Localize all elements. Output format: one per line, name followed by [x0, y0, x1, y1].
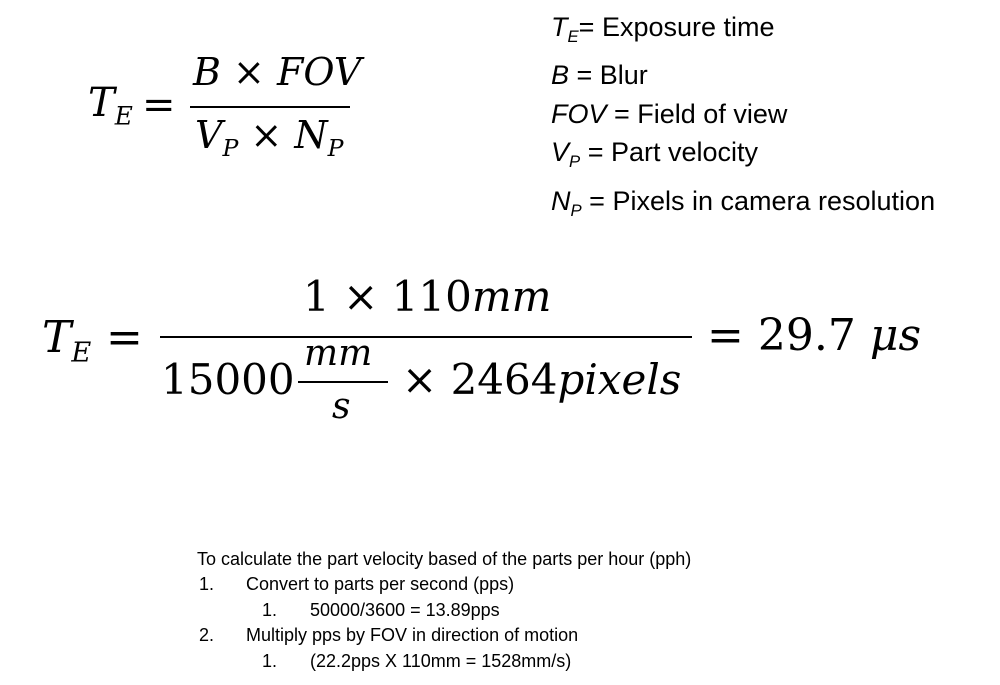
calc-lhs-symbol: T: [42, 312, 72, 363]
definition-blur: [551, 56, 935, 95]
calc-num-times: ×: [343, 272, 379, 321]
formula-den-pixels-symbol: N: [294, 113, 328, 157]
formula-equals: =: [142, 82, 176, 128]
calc-result: [707, 310, 921, 361]
definition-symbol: N: [551, 185, 571, 216]
notes-step-1-sub-text: 50000/3600 = 13.89pps: [310, 600, 500, 620]
calc-numerator: [303, 272, 551, 321]
calc-den-times: ×: [402, 355, 438, 404]
definition-text: = Field of view: [606, 98, 788, 129]
formula-fraction-bar: [190, 106, 350, 108]
formula-num-times: ×: [233, 50, 265, 94]
formula-den-velocity: [195, 113, 239, 163]
notes-step-2-sub-text: (22.2pps X 110mm = 1528mm/s): [310, 651, 572, 671]
definition-symbol: B: [551, 60, 570, 91]
definition-text: = Blur: [569, 60, 648, 91]
formula-den-velocity-symbol: V: [195, 113, 223, 157]
formula-den-pixels-subscript: P: [327, 134, 344, 163]
calc-lhs: [42, 312, 91, 369]
definition-text: = Part velocity: [580, 137, 759, 168]
formula-num-blur: B: [193, 50, 221, 94]
definitions-list: [551, 8, 935, 230]
definition-text: = Pixels in camera resolution: [581, 185, 936, 216]
calc-result-prefix: μ: [869, 310, 899, 361]
calc-fraction-bar: [160, 336, 692, 338]
formula-numerator: [193, 50, 361, 94]
definition-part-velocity: [551, 133, 935, 181]
definition-symbol: FOV: [551, 98, 607, 129]
definition-exposure-time: [551, 8, 935, 56]
calc-den-value: 15000: [161, 355, 295, 404]
formula-den-times: ×: [250, 113, 283, 157]
calc-den-rest: [402, 355, 681, 404]
calc-num-unit: mm: [471, 272, 552, 321]
definition-symbol: T: [551, 12, 568, 42]
calc-den-quantity: 2464: [450, 355, 558, 404]
formula-lhs-subscript: E: [114, 101, 133, 131]
calc-lhs-subscript: E: [71, 337, 92, 369]
calc-den-unit: pixels: [557, 355, 682, 404]
notes-step-2-number: 2.: [199, 625, 215, 645]
formula-den-pixels: [294, 113, 344, 163]
definition-pixels: [551, 182, 935, 230]
notes-step-1-sub-number: 1.: [262, 600, 278, 620]
definition-text: = Exposure time: [578, 12, 775, 42]
definition-subscript: P: [570, 200, 582, 220]
calc-den-unit-denominator: s: [332, 386, 351, 427]
calc-result-value: 29.7: [757, 310, 856, 361]
formula-denominator: [195, 113, 343, 162]
calc-result-equals: =: [707, 310, 744, 361]
calc-result-unit: s: [898, 310, 922, 361]
definition-subscript: P: [569, 152, 581, 172]
notes-step-2-sub-number: 1.: [262, 651, 278, 671]
calc-den-unit-numerator: mm: [304, 333, 373, 374]
formula-num-fov: FOV: [276, 50, 362, 94]
calc-unit-fraction-bar: [298, 381, 388, 383]
notes-step-1-number: 1.: [199, 574, 215, 594]
formula-lhs: [88, 80, 133, 131]
calc-num-quantity: 110: [391, 272, 472, 321]
definition-subscript: E: [567, 26, 579, 46]
formula-den-velocity-subscript: P: [222, 134, 239, 163]
definition-symbol: V: [551, 137, 570, 168]
notes-step-1-text: Convert to parts per second (pps): [246, 574, 515, 594]
formula-lhs-symbol: T: [88, 80, 115, 126]
notes-step-2-text: Multiply pps by FOV in direction of motion: [246, 625, 579, 645]
notes-intro: To calculate the part velocity based of the parts per hour (pph): [197, 549, 692, 569]
calc-num-value: 1: [303, 272, 330, 321]
calc-equals: =: [106, 312, 143, 363]
definition-field-of-view: [551, 95, 935, 134]
